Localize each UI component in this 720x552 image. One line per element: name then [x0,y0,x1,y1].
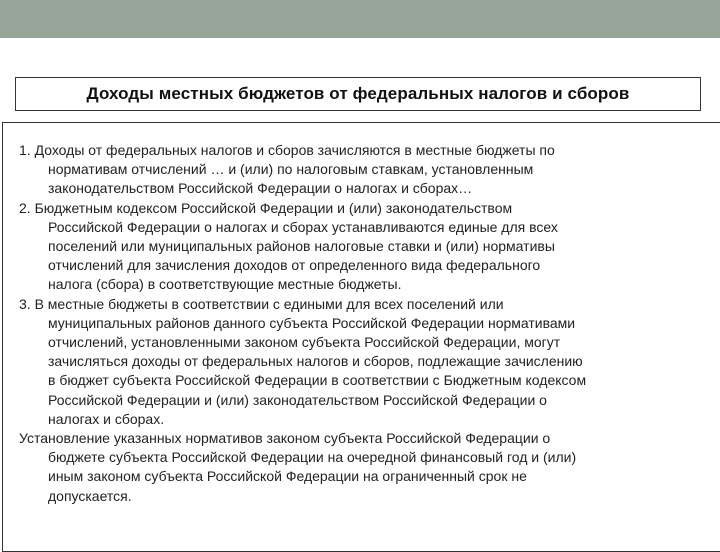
text-line: нормативам отчислений … и (или) по налоговым ставкам, установленным [48,161,534,177]
text-line: допускается. [48,488,132,504]
text-line: отчислений, установленными законом субъекта Российской Федерации, могут [48,334,561,350]
text-line: налога (сбора) в соответствующие местные бюджеты. [48,276,402,292]
text-line: Российской Федерации и (или) законодательством Российской Федерации о [48,392,547,408]
text-line: Установление указанных нормативов законом субъекта Российской Федерации о [19,430,551,446]
text-line: муниципальных районов данного субъекта Российской Федерации нормативами [48,315,576,331]
text-line: 2. Бюджетным кодексом Российской Федерации и (или) законодательством [19,200,513,216]
title-box [15,77,701,111]
text-line: Российской Федерации о налогах и сборах устанавливаются единые для всех [48,219,558,235]
text-line: отчислений для зачисления доходов от определенного вида федерального [48,257,541,273]
text-line: законодательством Российской Федерации о налогах и сборах… [48,180,473,196]
text-line: иным законом субъекта Российской Федерации на ограниченный срок не [48,468,527,484]
text-line: в бюджет субъекта Российской Федерации в соответствии с Бюджетным кодексом [48,372,587,388]
header-band [0,0,720,38]
text-line: 1. Доходы от федеральных налогов и сборов зачисляются в местные бюджеты по [19,142,555,158]
text-line: зачисляться доходы от федеральных налогов и сборов, подлежащие зачислению [48,353,583,369]
text-line: поселений или муниципальных районов налоговые ставки и (или) нормативы [48,238,555,254]
text-line: 3. В местные бюджеты в соответствии с едиными для всех поселений или [19,296,504,312]
text-line: налогах и сборах. [48,411,165,427]
text-line: бюджете субъекта Российской Федерации на очередной финансовый год и (или) [48,449,577,465]
slide-title: Доходы местных бюджетов от федеральных налогов и сборов [86,84,630,103]
